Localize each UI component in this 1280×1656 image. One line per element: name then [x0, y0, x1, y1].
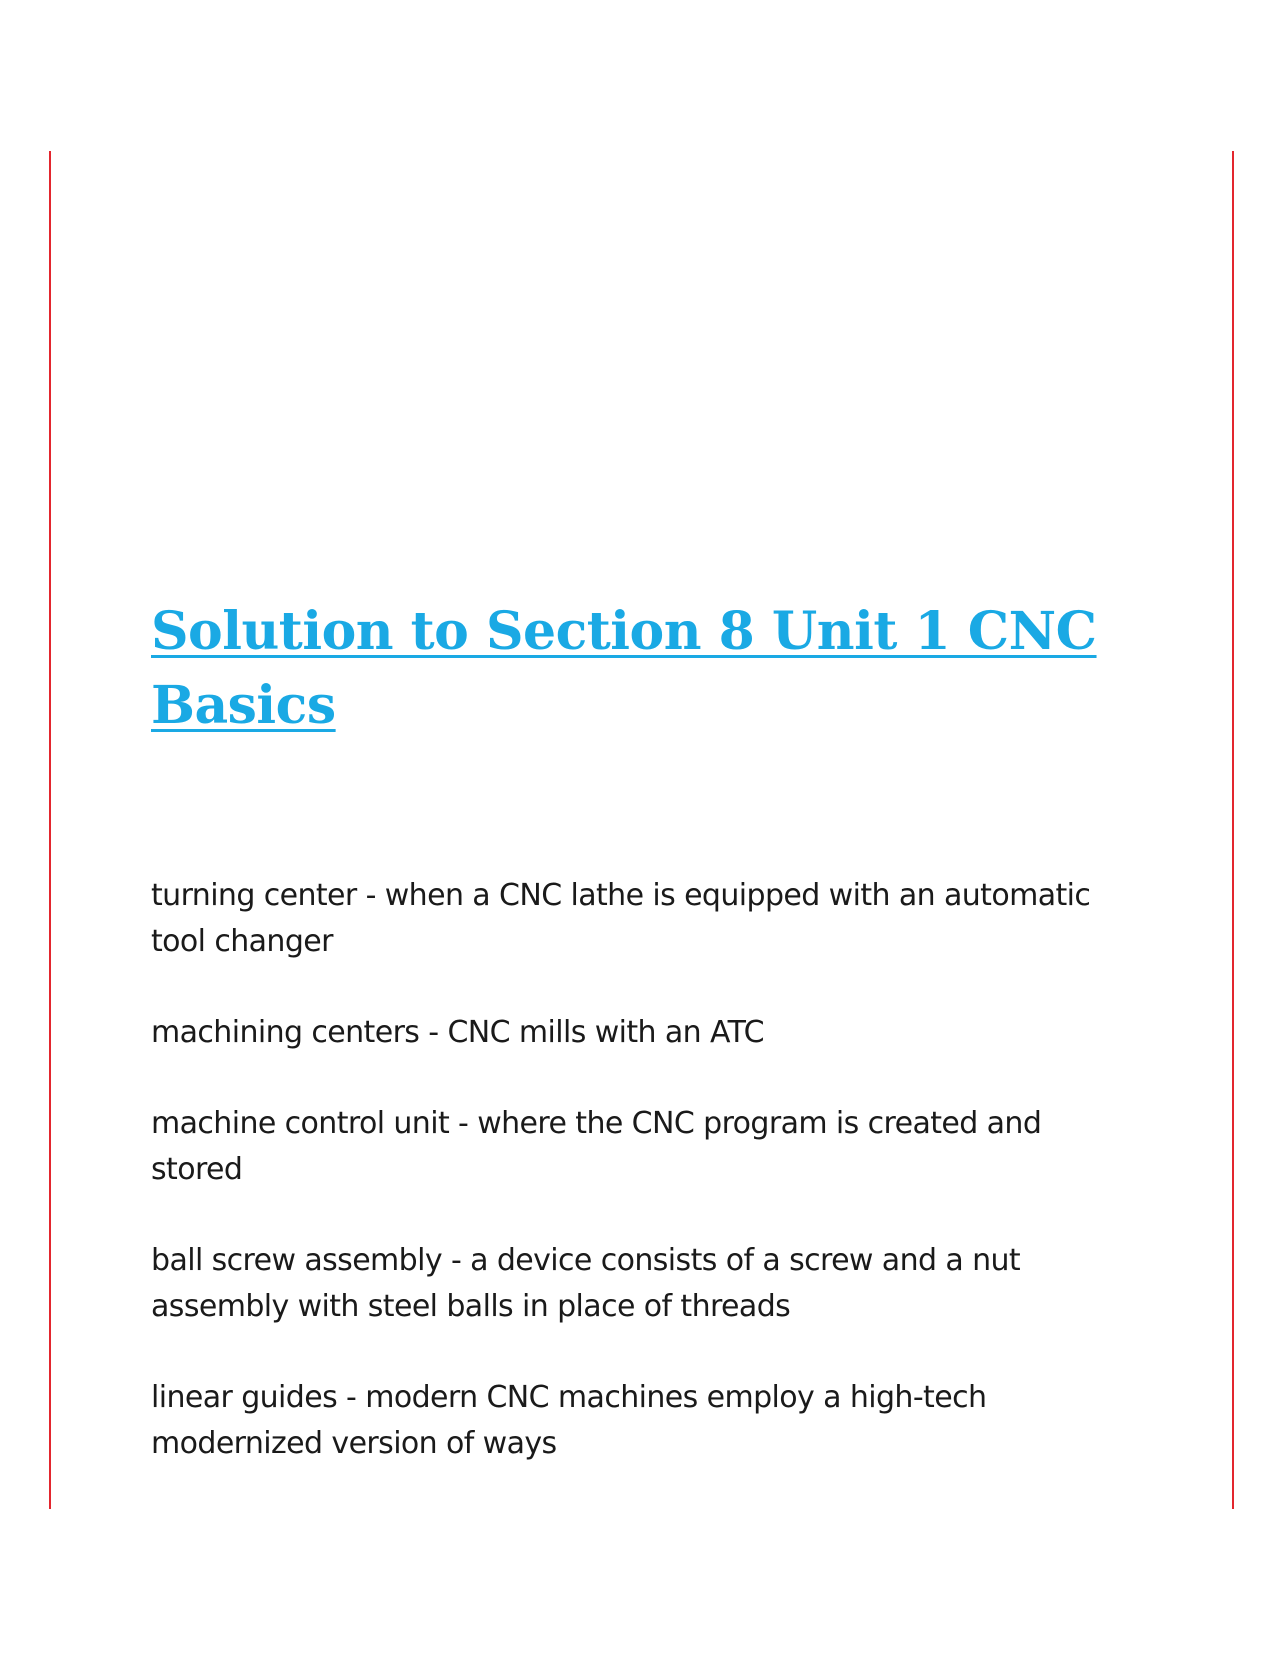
right-margin-line — [1232, 151, 1234, 1509]
page-title-link[interactable]: Solution to Section 8 Unit 1 CNC Basics — [151, 601, 1097, 736]
definitions-list — [151, 873, 1131, 1467]
document-body — [151, 595, 1131, 1512]
definition-machine-control-unit: machine control unit - where the CNC program is created and stored — [151, 1106, 1042, 1187]
definition-machining-centers: machining centers - CNC mills with an ATC — [151, 1015, 764, 1050]
definition-ball-screw-assembly: ball screw assembly - a device consists of a screw and a nut assembly with steel balls in place of threads — [151, 1243, 1021, 1324]
definition-linear-guides: linear guides - modern CNC machines employ a high-tech modernized version of ways — [151, 1380, 987, 1461]
left-margin-line — [49, 151, 51, 1509]
definition-turning-center: turning center - when a CNC lathe is equipped with an automatic tool changer — [151, 878, 1091, 959]
